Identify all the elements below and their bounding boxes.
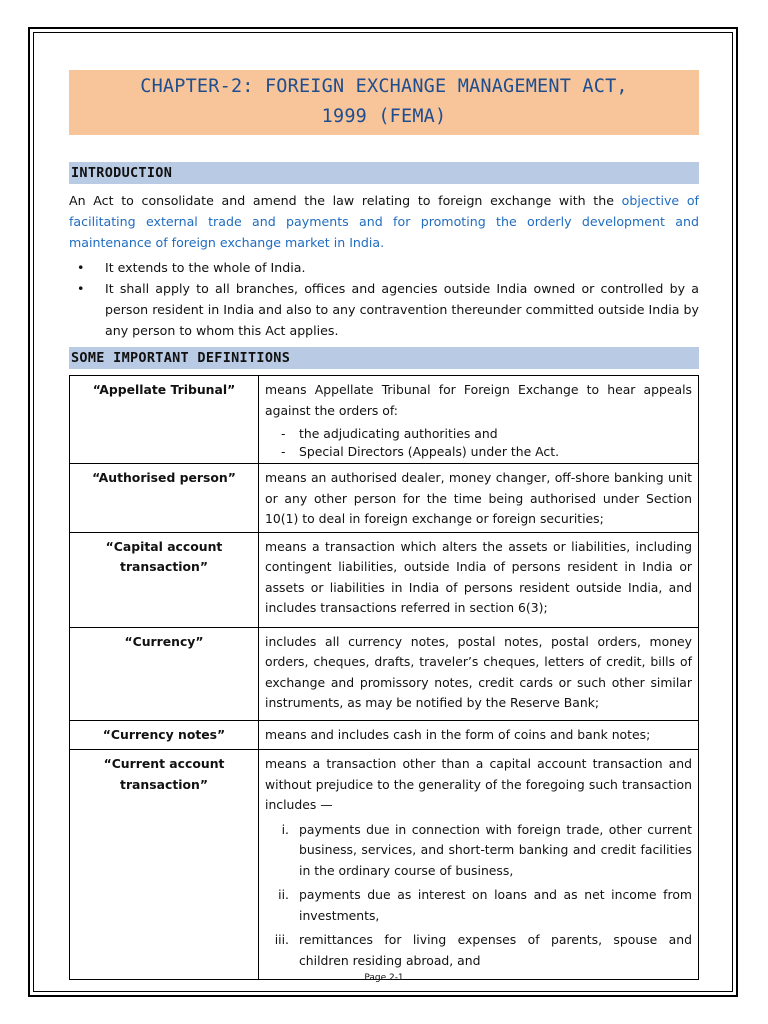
definition-term: “Authorised person” (70, 464, 259, 533)
bullet-icon: • (77, 260, 85, 275)
definition-subitem (265, 820, 692, 882)
bullet-text: It extends to the whole of India. (105, 260, 306, 275)
definition-meaning: includes all currency notes, postal notes, postal orders, money orders, cheques, drafts, traveler’s cheques, letters of credit, bills of exchange and promissory notes, credit cards or such other similar instruments, as may be notified by the Reserve Bank; (259, 627, 699, 720)
bullet-icon: • (77, 281, 85, 296)
subitem-text: remittances for living expenses of parents, spouse and children residing abroad, and (299, 932, 692, 968)
table-row (70, 750, 699, 980)
table-row (70, 627, 699, 720)
definition-meaning (259, 376, 699, 464)
introduction-heading: INTRODUCTION (69, 162, 699, 184)
definition-term: “Capital account transaction” (70, 532, 259, 627)
definition-meaning (259, 750, 699, 980)
definition-text: means Appellate Tribunal for Foreign Exchange to hear appeals against the orders of: (265, 382, 692, 418)
subitem-text: payments due in connection with foreign trade, other current business, services, and short-term banking and credit facilities in the ordinary course of business, (299, 821, 692, 878)
chapter-title-line2: 1999 (FEMA) (321, 106, 447, 127)
roman-marker: iii. (274, 932, 289, 947)
definitions-table (69, 375, 699, 980)
chapter-title-line1: CHAPTER-2: FOREIGN EXCHANGE MANAGEMENT ACT, (140, 76, 628, 97)
definition-term: “Current account transaction” (70, 750, 259, 980)
definition-term: “Currency” (70, 627, 259, 720)
definition-meaning: means a transaction which alters the assets or liabilities, including contingent liabilities, outside India of persons resident in India or assets or liabilities in India of persons resident outside India, and includes transactions referred in section 6(3); (259, 532, 699, 627)
subitem-text: the adjudicating authorities and (299, 426, 498, 441)
definition-term: “Appellate Tribunal” (70, 376, 259, 464)
introduction-bullets (69, 257, 699, 341)
subitem-text: Special Directors (Appeals) under the Act. (299, 444, 560, 459)
bullet-item (69, 257, 699, 278)
table-row (70, 464, 699, 533)
definition-text: means a transaction other than a capital account transaction and without prejudice to the generality of the foregoing such transaction includes — (265, 756, 692, 812)
table-row (70, 376, 699, 464)
introduction-objective-text: objective of facilitating external trade and payments and for promoting the orderly development and maintenance of foreign exchange market in India. (69, 193, 699, 250)
bullet-item (69, 278, 699, 341)
table-row (70, 720, 699, 750)
table-row (70, 532, 699, 627)
definitions-heading: SOME IMPORTANT DEFINITIONS (69, 347, 699, 369)
definition-meaning: means an authorised dealer, money changer, off-shore banking unit or any other person for the time being authorised under Section 10(1) to deal in foreign exchange or foreign securities; (259, 464, 699, 533)
definition-meaning: means and includes cash in the form of coins and bank notes; (259, 720, 699, 750)
bullet-text: It shall apply to all branches, offices and agencies outside India owned or controlled by a person resident in India and also to any contravention thereunder committed outside India by any person to whom this Act applies. (105, 281, 699, 338)
page-number: Page 2-1 (364, 973, 404, 983)
definition-subitem (265, 930, 692, 971)
roman-marker: ii. (278, 887, 289, 902)
definition-term: “Currency notes” (70, 720, 259, 750)
dash-marker: - (281, 444, 286, 459)
chapter-title (69, 70, 699, 135)
definition-subitem (265, 443, 692, 461)
dash-marker: - (281, 426, 286, 441)
subitem-text: payments due as interest on loans and as net income from investments, (299, 887, 692, 923)
definition-subitem (265, 885, 692, 926)
roman-marker: i. (281, 821, 289, 837)
introduction-paragraph (69, 190, 699, 253)
introduction-text: An Act to consolidate and amend the law relating to foreign exchange with the (69, 193, 622, 208)
definition-subitem (265, 425, 692, 443)
page-content (69, 70, 699, 980)
